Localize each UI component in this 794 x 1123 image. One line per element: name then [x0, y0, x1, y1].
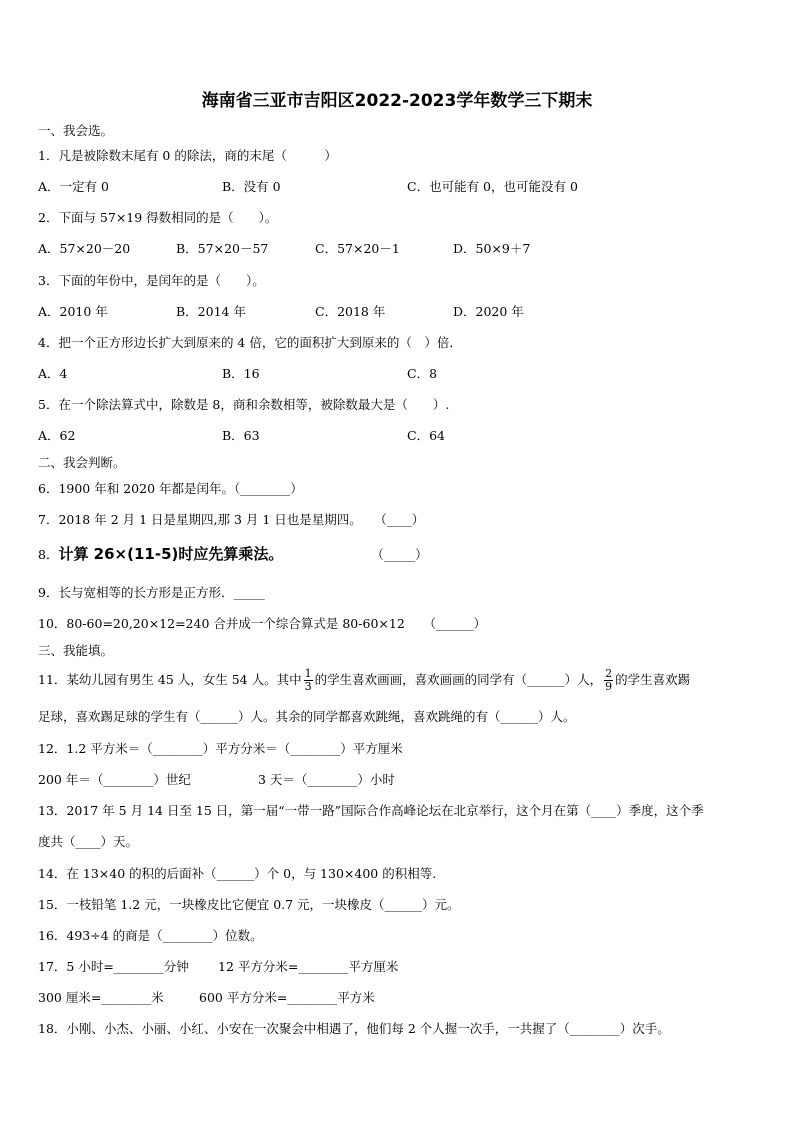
question-11-line-1	[38, 664, 690, 696]
section-heading-judge: 二、我会判断。	[38, 455, 126, 470]
question-15: 15．一枝铅笔 1.2 元，一块橡皮比它便宜 0.7 元，一块橡皮（______）元。	[38, 897, 460, 912]
question-12-line-2a: 200 年＝（________）世纪	[38, 772, 191, 787]
q4-option-b: B．16	[222, 366, 260, 381]
question-16: 16．493÷4 的商是（________）位数。	[38, 928, 263, 943]
q1-option-b: B．没有 0	[222, 179, 281, 194]
q3-option-a: A．2010 年	[38, 304, 108, 319]
question-12-line-1: 12．1.2 平方米＝（________）平方分米＝（________）平方厘米	[38, 741, 403, 756]
q2-option-c: C．57×20－1	[315, 241, 400, 256]
fraction-denominator: 3	[304, 680, 312, 693]
question-5: 5．在一个除法算式中，除数是 8，商和余数相等，被除数最大是（ ）.	[38, 397, 450, 412]
question-6: 6．1900 年和 2020 年都是闰年。（________）	[38, 481, 303, 496]
question-9: 9．长与宽相等的长方形是正方形．_____	[38, 585, 265, 600]
question-13-line-2: 度共（____）天。	[38, 834, 139, 849]
q2-option-d: D．50×9＋7	[453, 241, 531, 256]
question-13-line-1: 13．2017 年 5 月 14 日至 15 日，第一届“一带一路”国际合作高峰论坛在北京举行，这个月在第（____）季度，这个季	[38, 803, 704, 818]
question-8-number: 8．	[38, 547, 59, 562]
question-17-a: 17．5 小时=________分钟	[38, 959, 189, 974]
question-18: 18．小刚、小杰、小丽、小红、小安在一次聚会中相遇了，他们每 2 个人握一次手，一共握了（________）次手。	[38, 1021, 670, 1036]
q4-option-c: C．8	[407, 366, 438, 381]
question-3: 3．下面的年份中，是闰年的是（ ）。	[38, 273, 265, 288]
fraction-one-third	[304, 668, 313, 693]
question-11-part-3: 的学生喜欢踢	[615, 672, 691, 687]
q5-option-b: B．63	[222, 428, 260, 443]
q3-option-b: B．2014 年	[176, 304, 246, 319]
section-heading-fill: 三、我能填。	[38, 643, 114, 658]
fraction-numerator: 1	[304, 667, 312, 680]
section-heading-choose: 一、我会选。	[38, 123, 114, 138]
q4-option-a: A．4	[38, 366, 68, 381]
q1-option-a: A．一定有 0	[38, 179, 109, 194]
question-1: 1．凡是被除数末尾有 0 的除法，商的末尾（ ）	[38, 148, 337, 163]
q3-option-c: C．2018 年	[315, 304, 386, 319]
question-11-line-2: 足球，喜欢踢足球的学生有（______）人。其余的同学都喜欢跳绳，喜欢跳绳的有（______）人。	[38, 709, 576, 724]
q2-option-a: A．57×20－20	[38, 241, 131, 256]
page-title: 海南省三亚市吉阳区2022-2023学年数学三下期末	[201, 91, 593, 111]
fraction-numerator: 2	[605, 667, 613, 680]
question-8-text: 计算 26×(11-5)时应先算乘法。	[58, 545, 284, 563]
question-17-b: 12 平方分米=________平方厘米	[218, 959, 399, 974]
question-17-c: 300 厘米=________米	[38, 990, 164, 1005]
question-10: 10．80-60=20,20×12=240 合并成一个综合算式是 80-60×12 （______）	[38, 616, 487, 631]
q2-option-b: B．57×20－57	[176, 241, 269, 256]
q5-option-c: C．64	[407, 428, 445, 443]
question-8	[38, 543, 428, 564]
question-7: 7．2018 年 2 月 1 日是星期四,那 3 月 1 日也是星期四。 （____）	[38, 512, 425, 527]
q5-option-a: A．62	[38, 428, 76, 443]
q3-option-d: D．2020 年	[453, 304, 524, 319]
question-11-part-2: 的学生喜欢画画，喜欢画画的同学有（______）人，	[314, 672, 603, 687]
q1-option-c: C．也可能有 0，也可能没有 0	[407, 179, 578, 194]
question-8-blank: （_____）	[371, 547, 428, 562]
question-11-part-1: 11．某幼儿园有男生 45 人，女生 54 人。其中	[38, 672, 302, 687]
fraction-two-ninths	[604, 668, 613, 693]
question-4: 4．把一个正方形边长扩大到原来的 4 倍，它的面积扩大到原来的（ ）倍．	[38, 335, 462, 350]
fraction-denominator: 9	[605, 680, 613, 693]
question-14: 14．在 13×40 的积的后面补（______）个 0，与 130×400 的积相等.	[38, 866, 437, 881]
question-2: 2．下面与 57×19 得数相同的是（ ）。	[38, 210, 278, 225]
question-17-d: 600 平方分米=________平方米	[199, 990, 375, 1005]
question-12-line-2b: 3 天＝（________）小时	[258, 772, 395, 787]
